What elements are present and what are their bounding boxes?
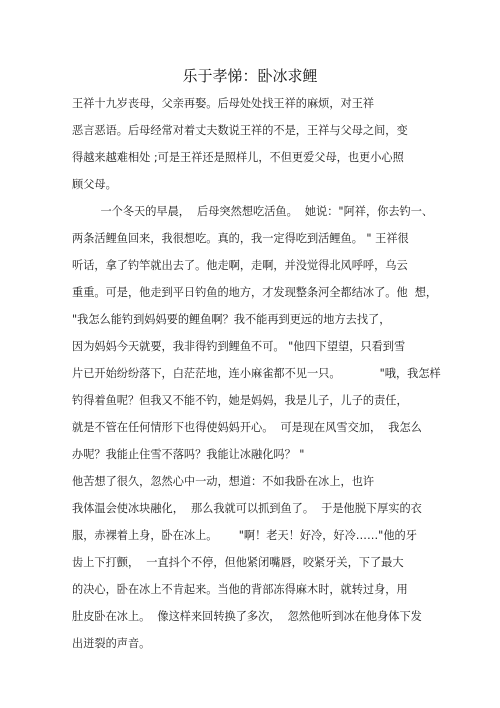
text-line: 得越来越难相处 ;可是王祥还是照样儿，不但更爱父母，也更小心照	[72, 151, 404, 164]
text-line: 一个冬天的早晨， 后母突然想吃活鱼。 她说："阿祥，你去钓一、	[72, 205, 434, 218]
text-line: 因为妈妈今天就要，我非得钓到鲤鱼不可。 "他四下望望，只看到雪	[72, 340, 406, 353]
text-line: 王祥十九岁丧母，父亲再娶。后母处处找王祥的麻烦，对王祥	[72, 97, 375, 110]
text-line: 他苦想了很久，忽然心中一动，想道：不如我卧在冰上，也许	[72, 475, 375, 488]
text-line: 重重。可是，他走到平日钓鱼的地方，才发现整条河全都结冰了。他 想，	[72, 286, 438, 299]
text-line: 顾父母。	[72, 178, 117, 191]
text-line: 两条活鲤鱼回来，我很想吃。真的，我一定得吃到活鲤鱼。 " 王祥很	[72, 232, 409, 245]
text-line: 出迸裂的声音。	[72, 637, 151, 650]
text-line: 的决心，卧在冰上不肯起来。当他的背部冻得麻木时，就转过身，用	[72, 583, 408, 596]
text-line: 钓得着鱼呢？但我又不能不钓，她是妈妈，我是儿子，儿子的责任，	[72, 394, 408, 407]
document-title: 乐于孝悌：卧冰求鲤	[182, 67, 318, 85]
text-line: 我体温会使冰块融化， 那么我就可以抓到鱼了。 于是他脱下厚实的衣	[72, 502, 422, 515]
text-line: 齿上下打颤， 一直抖个不停，但他紧闭嘴唇，咬紧牙关，下了最大	[72, 556, 404, 569]
text-line: "我怎么能钓到妈妈要的鲤鱼啊？我不能再到更远的地方去找了，	[72, 313, 391, 326]
text-line: 听话，拿了钓竿就出去了。他走啊，走啊，并没觉得北风呼呼，乌云	[72, 259, 408, 272]
text-line: 办呢？我能止住雪不落吗？我能让冰融化吗？ "	[72, 448, 305, 461]
text-line: 肚皮卧在冰上。 像这样来回转换了多次， 忽然他听到冰在他身体下发	[72, 610, 422, 623]
text-line: 就是不管在任何情形下也得使妈妈开心。 可是现在风雪交加， 我怎么	[72, 421, 422, 434]
text-line: 服，赤裸着上身，卧在冰上。 "啊！老天！好冷，好冷……"他的牙	[72, 529, 417, 542]
text-line: 恶言恶语。后母经常对着丈夫数说王祥的不是，王祥与父母之间，变	[72, 124, 408, 137]
text-line: 片已开始纷纷落下，白茫茫地，连小麻雀都不见一只。 "哦，我怎样	[72, 367, 441, 380]
